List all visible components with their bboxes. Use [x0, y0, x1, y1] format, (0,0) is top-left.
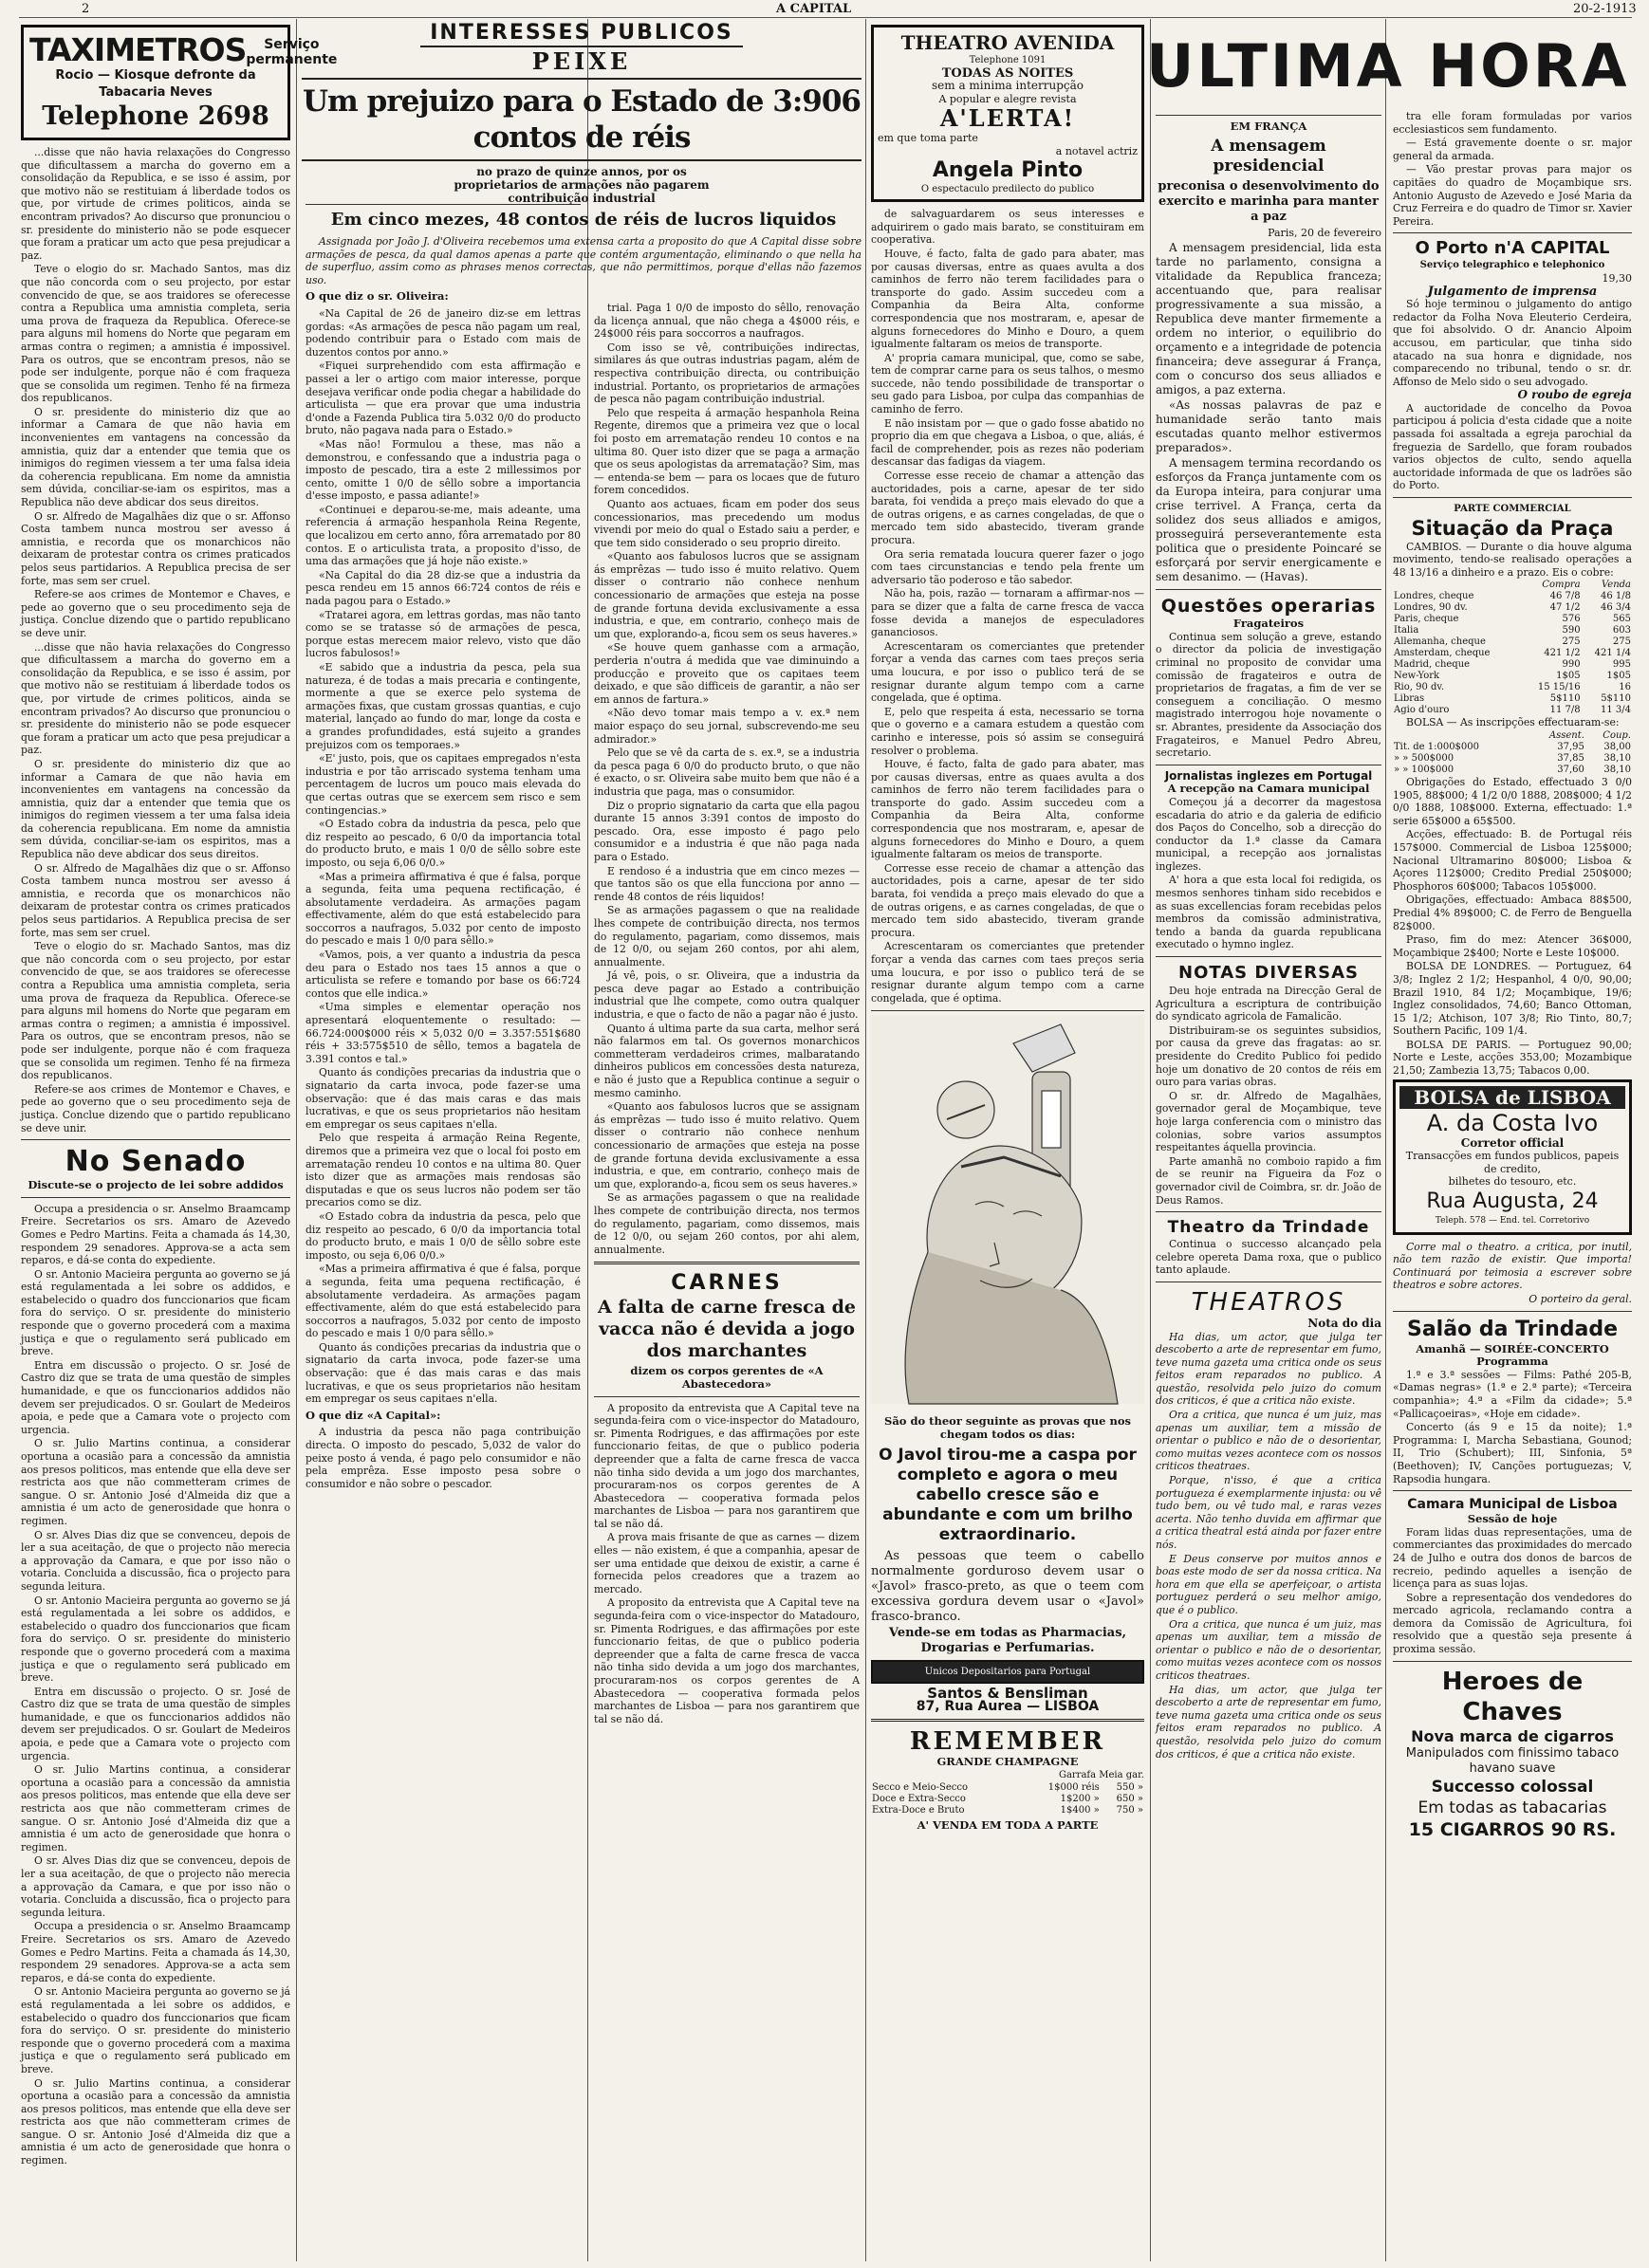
article-paragraph: Pelo que respeita á armação Reina Regente, diremos que a primeira vez que o local foi posto em arrematação rendeu 10 contos e na ultima 80. Quer isto dizer que as armações mais rendosas são disputadas e que os seus lucros não podem ser tão precarios como se diz. — [306, 1132, 581, 1209]
carnes-subheadline: dizem os corpos gerentes de «A Abastecedora» — [630, 1364, 824, 1391]
article-paragraph: «Se houve quem ganhasse com a armação, perderia n'outra á medida que vae diminuindo a producção e proveito que os capitaes teem deixado, e que são difficeis de garantir, a não ser em annos de fartura.» — [594, 641, 860, 706]
column-4 — [588, 23, 862, 2261]
second-headline: Em cinco mezes, 48 contos de réis de lucros liquidos — [330, 210, 837, 230]
table-cell: 650 » — [1116, 1793, 1143, 1804]
column-1 — [21, 23, 338, 2261]
table-cell: Agio d'ouro — [1394, 705, 1450, 716]
exchange-rate-row — [1393, 693, 1632, 705]
porto-subhead: Julgamento de imprensa — [1427, 284, 1598, 299]
table-cell: 5$110 — [1549, 693, 1581, 705]
heroes-price: 15 CIGARROS 90 RS. — [1408, 1818, 1617, 1840]
table-cell: 275 — [1612, 636, 1631, 648]
javol-sale: Vende-se em todas as Pharmacias, Drogarias e Perfumarias. — [888, 1625, 1127, 1655]
table-header-cell — [1393, 730, 1528, 742]
article-paragraph: O sr. Julio Martins continua, a considerar oportuna a ocasião para a concessão da amnistia aos presos politicos, mas entende que ella deve ser restricta aos que não commetteram crimes de sangue. O sr. Antonio José d'Almeida diz que a amnistia é um acto de generosidade que honra o regimen. — [21, 1763, 290, 1853]
page-number: 2 — [82, 2, 90, 16]
article-paragraph: Houve, é facto, falta de gado para abater, mas por causas diversas, entre as quaes avulta a dos caminhos de ferro não terem facilidades para o transporte do gado. Assim succedeu com a Companhia da Beira Alta, conforme correspondencia que nos mostraram, e, apesar de alguns fornecedores do Minho e Douro, a quem igualmente faltaram os meios de transporte. — [871, 247, 1144, 351]
table-cell: 11 3/4 — [1601, 705, 1631, 716]
article-paragraph: Começou já a decorrer da magestosa escadaria do atrio e da galeria de edificio dos Paços do Concelho, sob a direcção do conductor da 1.ª classe da Camara municipal, a recepção aos jornalistas inglezes. — [1156, 795, 1381, 873]
table-cell: 16 — [1619, 682, 1631, 693]
bolsa-ad-line: bilhetes do tesouro, etc. — [1448, 1175, 1577, 1189]
questoes-title: Questões operarias — [1160, 596, 1377, 618]
table-cell: 46 7/8 — [1549, 591, 1581, 602]
notas-title: NOTAS DIVERSAS — [1178, 963, 1359, 984]
article-paragraph: Não ha, pois, razão — tornaram a affirmar-nos — para se dizer que a falta de carne fresca de vacca fosse devida a manejos de especuladores gananciosos. — [871, 587, 1144, 639]
exchange-rate-row — [1393, 636, 1632, 648]
masthead-ultima-hora: ULTIMA HORA — [1146, 31, 1630, 101]
article-paragraph: Corre mal o theatro. a critica, por inutil, não tem razão de existir. Que importa! Continuará por teimosia a escrever sobre theatros e sobre actores. — [1393, 1240, 1632, 1292]
table-cell: Londres, 90 dv. — [1394, 602, 1468, 614]
article-paragraph: Occupa a presidencia o sr. Anselmo Braamcamp Freire. Secretarios os srs. Amaro de Azevedo Gomes e Pedro Martins. Feita a chamada ás 14,30, respondem 29 senadores. Approva-se a acta sem reparos, e dá-se conta do expediente. — [21, 1202, 290, 1267]
column-4-content — [871, 23, 1144, 2261]
article-paragraph: Quanto ás condições precarias da industria que o signatario da carta invoca, pode fazer-se uma observação: que é das mais caras e das mais lucrativas, e que os seus proprietarios não hesitam em empregar os seus capitaes n'ella. — [306, 1340, 581, 1406]
article-paragraph: E rendoso é a industria que em cinco mezes — que tantos são os que ella funcciona por anno — rende 48 contos de réis liquidos! — [594, 864, 860, 903]
commercial-label: PARTE COMMERCIAL — [1454, 504, 1571, 515]
heroes-line: Em todas as tabacarias — [1417, 1798, 1607, 1817]
table-cell: » » 100$000 — [1394, 765, 1454, 775]
article-paragraph: Obrigações do Estado, effectuado 3 0/0 1905, 88$000; 4 1/2 0/0 1888, 208$000; 4 1/2 0/0 1888, 108$000. Externa, effectuado: 1.ª serie 65$000 a 65$500. — [1393, 776, 1632, 827]
article-paragraph: E não insistam por — que o gado fosse abatido no proprio dia em que chegava a Lisboa, o que, aliás, é facil de comprehender, pois as rezes não poderiam descansar das fadigas da viagem. — [871, 416, 1144, 469]
article-paragraph: Entra em discussão o projecto. O sr. José de Castro diz que se trata de uma questão de simples humanidade, e que os funccionarios addidos não devem ser prejudicados. O sr. Goulart de Medeiros apoia, e pede que a Camara vote o projecto com urgencia. — [21, 1358, 290, 1436]
article-paragraph: «O Estado cobra da industria da pesca, pelo que diz respeito ao pescado, 6 0/0 da importancia total do producto bruto, e mais 1 0/0 de sêllo sobre este imposto, ou seja 6,06 0/0.» — [306, 1209, 581, 1262]
depot-address: 87, Rua Aurea — LISBOA — [916, 1698, 1100, 1714]
table-cell: 995 — [1612, 659, 1631, 671]
article-paragraph: Continua sem solução a greve, estando o director da policia de investigação criminal no proposito de convidar uma comissão de fragateiros e outra de proprietarios de fragatas, a fim de ver se conseguem a conciliação. O mesmo magistrado interrogou hoje novamente o sr. Abrantes, presidente da Associação dos Fragateiros, e Manuel Pedro Abreu, secretario. — [1156, 630, 1381, 760]
theatro-phone: Telephone 1091 — [969, 55, 1047, 65]
theatro-avenida-ad — [871, 25, 1144, 202]
illustration-caption: São do theor seguinte as provas que nos chegam todos os dias: — [884, 1414, 1131, 1441]
table-cell: 1$200 » — [1060, 1793, 1100, 1804]
table-header-row — [1393, 730, 1632, 742]
article-paragraph: de salvaguardarem os seus interesses e adquirirem o gado mais barato, se constituiram em cooperativa. — [871, 208, 1144, 247]
article-paragraph: Corresse esse receio de chamar a attenção das auctoridades, pois a carne, apesar de ter sido barata, foi vendida a preço mais elevado do que a de outras origens, e as carnes congeladas, de que o mercado tem sido abastecido, tiveram grande procura. — [871, 861, 1144, 939]
article-paragraph: Acções, effectuado: B. de Portugal réis 157$000. Commercial de Lisboa 125$000; Nacional Ultramarino 80$000; Lisboa & Açores 112$000; Credito Predial 250$000; Phosphoros 60$000; Tabacos 105$000. — [1393, 828, 1632, 893]
table-cell: 38,10 — [1603, 753, 1631, 764]
article-paragraph: Teve o elogio do sr. Machado Santos, mas diz que não concorda com o seu projecto, por estar convencido de que, se aos traidores se oferecesse contra a Republica uma amnistia completa, seria uma prova de fraqueza da Republica. Oferece-se para alguns mil homens do Norte que pegaram em armas contra o regimen; a amnistia é impossivel. Para os outros, que se encontram presos, não se pode ser indulgente, porque não é com fraqueza que se consolida um regimen. Tenho fé na firmeza dos republicanos. — [21, 940, 290, 1082]
article-paragraph: A industria da pesca não paga contribuição directa. O imposto do pescado, 5,032 de valor do peixe posto á venda, é pago pelo consumidor e não pela emprêza. Esse imposto pesa sobre o consumidor e não sobre o pescador. — [306, 1426, 581, 1490]
article-paragraph: Acrescentaram os comerciantes que pretender forçar a venda das carnes com taes preços seria uma loucura, e por isso o publico terá de se resignar durante algum tempo com a carne congelada, que é optima. — [871, 940, 1144, 1005]
bolsa-ad-title: BOLSA de LISBOA — [1399, 1086, 1625, 1109]
article-paragraph: A proposito da entrevista que A Capital teve na segunda-feira com o vice-inspector do Matadouro, sr. Pimenta Rodrigues, e das affirmações por este funccionario feitas, de que o publico poderia depreender que a falta de carne fresca de vacca não tinha sido devida a um jogo dos marchantes, procuraram-nos os corpos gerentes de A Abastecedora — cooperativa formada pelos marchantes de Lisboa — para nos garantirem que tal se não dá. — [594, 1401, 860, 1530]
main-subheadline: no prazo de quinze annos, por os proprietarios de armações não pagarem contribuição industrial — [454, 165, 710, 205]
article-paragraph: «Não devo tomar mais tempo a v. ex.ª nem maior espaço do seu jornal, subscrevendo-me seu admirador.» — [594, 707, 860, 746]
camara-title: Camara Municipal de Lisboa — [1407, 1497, 1618, 1513]
article-paragraph: Só hoje terminou o julgamento do antigo redactor da Folha Nova Eleuterio Cerdeira, que foi absolvido. O dr. Anancio Alpoim accusou, em particular, que tinha sido atacado na sua honra e dignidade, nos comparecendo no tribunal, tendo o sr. dr. Affonso de Melo sido o seu advogado. — [1393, 298, 1632, 388]
theatro-show: A'LERTA! — [939, 104, 1076, 133]
theatro-line: sem a minima interrupção — [931, 79, 1084, 93]
article-paragraph: Houve, é facto, falta de gado para abater, mas por causas diversas, entre as quaes avulta a dos caminhos de ferro não terem facilidades para o transporte do gado. Assim succedeu com a Companhia da Beira Alta, conforme correspondencia que nos mostraram, e, apesar de alguns fornecedores do Minho e Douro, a quem igualmente faltaram os meios de transporte. — [871, 758, 1144, 861]
remember-prices — [871, 1782, 1144, 1816]
article-paragraph: Pelo que se vê da carta de s. ex.ª, se a industria da pesca paga 6 0/0 do producto bruto, o que não é exacto, o sr. Oliveira sabe muito bem que não é a industria que paga, mas o consumidor. — [594, 747, 860, 798]
salao-programme: Programma — [1476, 1355, 1548, 1369]
article-paragraph: ...disse que não havia relaxações do Congresso que dificultassem a marcha do governo em a consolidação da Republica, e se isso é assim, por que motivo não se restituiam á liberdade todos os que, por virtude de crimes politicos, ainda se encontram privados? Ao discurso que pronunciou o sr. presidente do ministerio não se pode esquecer que foram a praticar um acto que pesa prejudicar a paz. — [21, 640, 290, 757]
table-cell: 46 3/4 — [1601, 602, 1631, 614]
table-cell: 38,10 — [1603, 765, 1631, 775]
article-paragraph: Sobre a representação dos vendedores do mercado agricola, reclamando contra a demora da Comissão de Agricultura, foi resolvido que a questão seja presente á proxima sessão. — [1393, 1591, 1632, 1656]
theatro-line: TODAS AS NOITES — [941, 65, 1074, 81]
article-paragraph: O sr. Julio Martins continua, a considerar oportuna a ocasião para a concessão da amnistia aos presos politicos, mas entende que ella deve ser restricta aos que não commetteram crimes de sangue. O sr. Antonio José d'Almeida diz que a amnistia é um acto de generosidade que honra o regimen. — [21, 2076, 290, 2167]
article-paragraph: O sr. Antonio Macieira pergunta ao governo se já está regulamentada a lei sobre os addidos, e estabelecido o quadro dos funccionarios que ficam fora do serviço. O sr. presidente do ministerio responde que o governo procederá com a maxima justiça e que o regulamento será publicado em breve. — [21, 1267, 290, 1358]
article-paragraph: «Mas a primeira affirmativa é que é falsa, porque a segunda, feita uma pequena rectificação, é absolutamente verdadeira. As armações pagam effectivamente, além do que está estabelecido para soccorros a naufragos, 5.032 por cento de imposto do pescado e mais 1 0/0 para sêllo.» — [306, 1263, 581, 1340]
article-paragraph: Ora seria rematada loucura querer fazer o jogo com taes circunstancias e tendo pela frente um adversario tão poderoso e tão sabedor. — [871, 547, 1144, 586]
bolsa-table — [1393, 730, 1632, 776]
article-paragraph: CAMBIOS. — Durante o dia houve alguma movimento, tendo-se realisado operações a 48 13/16 a dinheiro e a prazo. Eis o cobre: — [1393, 540, 1632, 579]
article-paragraph: «Na Capital de 26 de janeiro diz-se em lettras gordas: «As armações de pesca não pagam um real, podendo contribuir para o Estado com mais de duzentos contos por anno.» — [306, 306, 581, 359]
article-paragraph: trial. Paga 1 0/0 de imposto do sêllo, renovação da licença annual, que não chega a 4$000 réis, e 24$000 réis para soccorros a naufragos. — [594, 302, 860, 341]
praca-title: Situação da Praça — [1411, 516, 1614, 540]
article-paragraph: A proposito da entrevista que A Capital teve na segunda-feira com o vice-inspector do Matadouro, sr. Pimenta Rodrigues, e das affirmações por este funccionario feitas, de que o publico poderia depreender que a falta de carne fresca de vacca não tinha sido devida a um jogo dos marchantes, procuraram-nos os corpos gerentes de A Abastecedora — cooperativa formada pelos marchantes de Lisboa — para nos garantirem que tal se não dá. — [594, 1596, 860, 1725]
table-cell: » » 500$000 — [1394, 753, 1454, 764]
table-cell: 47 1/2 — [1549, 602, 1581, 614]
javol-body: As pessoas que teem o cabello normalmente gorduroso devem usar o «Javol» frasco-preto, as que o teem com excessiva gordura devem usar o «Javol» frasco-branco. — [871, 1548, 1144, 1624]
article-paragraph: — Vão prestar provas para major os capitães do quadro de Moçambique srs. Antonio Augusto de Azevedo e José Maria da Cruz Ferreira e do quadro de Timor sr. Xavier Pereira. — [1393, 163, 1632, 228]
table-cell: 550 » — [1116, 1781, 1143, 1793]
theatro-name: THEATRO AVENIDA — [900, 31, 1115, 54]
table-header-row — [1393, 580, 1632, 591]
exchange-rate-row — [1393, 602, 1632, 614]
presidential-headline: A mensagem presidencial — [1211, 136, 1326, 175]
article-paragraph: Já vê, pois, o sr. Oliveira, que a industria da pesca deve pagar ao Estado a contribuição industrial que lhe compete, como outra qualquer industria, e que o facto de não a pagar não é justo. — [594, 969, 860, 1022]
heroes-line: Manipulados com finissimo tabaco havano suave — [1405, 1745, 1620, 1776]
page-date: 20-2-1913 — [1573, 2, 1637, 16]
article-paragraph: A' propria camara municipal, que, como se sabe, tem de comprar carne para os seus talhos, o mesmo succede, não tendo possibilidade de transportar o seu gado para Lisboa, por culpa das companhias de caminho de ferro. — [871, 351, 1144, 416]
theatros-subtitle: Nota do dia — [1307, 1316, 1381, 1330]
table-cell: Secco e Meio-Secco — [872, 1781, 969, 1793]
article-paragraph: Parte amanhã no comboio rapido a fim de se reunir na Figueira da Foz o governador civil de Coimbra, sr. dr. João de Deus Ramos. — [1156, 1154, 1381, 1207]
bolsa-row — [1393, 742, 1632, 753]
top-rule — [19, 17, 1632, 18]
table-cell: 1$05 — [1556, 671, 1581, 682]
article-paragraph: Quanto aos actuaes, ficam em poder dos seus concessionarios, mas precedendo um modus vivendi por meio do qual o Estado saiu a perder, e que tem sido considerado o seu proprio direito. — [594, 497, 860, 549]
salao-subtitle: Amanhã — SOIRÉE-CONCERTO — [1416, 1341, 1609, 1355]
javol-headline: O Javol tirou-me a caspa por completo e agora o meu cabello cresce são e abundante e com um brilho extraordinario. — [879, 1445, 1137, 1544]
exchange-rate-row — [1393, 659, 1632, 671]
bolsa-ad-role: Corretor official — [1460, 1135, 1565, 1150]
column-divider — [1385, 19, 1386, 2261]
carnes-title: CARNES — [671, 1271, 783, 1296]
article-paragraph: Teve o elogio do sr. Machado Santos, mas diz que não concorda com o seu projecto, por estar convencido de que, se aos traidores se oferecesse contra a Republica uma amnistia completa, seria uma prova de fraqueza da Republica. Oferece-se para alguns mil homens do Norte que pegaram em armas contra o regimen; a amnistia é impossivel. Para os outros, que se encontram presos, não se pode ser indulgente, porque não é com fraqueza que se consolida um regimen. Tenho fé na firmeza dos republicanos. — [21, 263, 290, 405]
table-cell: Italia — [1394, 625, 1419, 636]
remember-title: REMEMBER — [909, 1727, 1106, 1757]
article-paragraph: «Fiquei surprehendido com esta affirmação e passei a ler o artigo com maior interesse, porque desejava verificar onde podia chegar a habilidade do articulista — que era provar que uma industria d'onde a Fazenda Publica tira 5.032 0/0 do producto bruto, não pagava nada para o Estado.» — [306, 360, 581, 437]
article-paragraph: Entra em discussão o projecto. O sr. José de Castro diz que se trata de uma questão de simples humanidade, e que os funccionarios addidos não devem ser prejudicados. O sr. Goulart de Medeiros apoia, e pede que a Camara vote o projecto com urgencia. — [21, 1685, 290, 1762]
table-cell: 15 15/16 — [1537, 682, 1581, 693]
article-paragraph: O sr. Julio Martins continua, a considerar oportuna a ocasião para a concessão da amnistia aos presos politicos, mas entende que ella deve ser restricta aos que não commetteram crimes de sangue. O sr. Antonio José d'Almeida diz que a amnistia é um acto de generosidade que honra o regimen. — [21, 1437, 290, 1527]
table-cell: Madrid, cheque — [1394, 659, 1471, 671]
article-paragraph: O sr. Antonio Macieira pergunta ao governo se já está regulamentada a lei sobre os addidos, e estabelecido o quadro dos funccionarios que ficam fora do serviço. O sr. presidente do ministerio responde que o governo procederá com a maxima justiça e que o regulamento será publicado em breve. — [21, 1985, 290, 2075]
table-cell: Libras — [1394, 693, 1425, 705]
presidential-subheadline: preconisa o desenvolvimento do exercito e marinha para manter a paz — [1158, 178, 1380, 224]
article-paragraph: E Deus conserve por muitos annos e boas este modo de ser da nossa critica. Na hora em que ella se aperfeiçoar, o artista portuguez perderá o seu melhor amigo, que é o publico. — [1156, 1552, 1381, 1616]
article-paragraph: Concerto (ás 9 e 15 da noite); 1.ª Programma: I, Marcha Sebastiana, Gounod; II, Trio (Schubert); III, Sinfonia, 5ª (Beethoven); IV, Canções portuguezas; V, Rapsodia hungara. — [1393, 1421, 1632, 1485]
theatros-title: THEATROS — [1191, 1287, 1346, 1317]
table-cell: 46 1/8 — [1601, 591, 1631, 602]
table-cell: 37,95 — [1557, 742, 1584, 752]
article-paragraph: O sr. dr. Alfredo de Magalhães, governador geral de Moçambique, teve hoje larga conferencia com o ministro das colonias, sobre varios assumptos respeitantes áquella provincia. — [1156, 1089, 1381, 1154]
carnes-headline: A falta de carne fresca de vacca não é devida a jogo dos marchantes — [598, 1297, 856, 1362]
article-paragraph: «Tratarei agora, em lettras gordas, mas não tanto como se se tratasse só de armações de pesca, porque estas merecem maior relevo, visto que dão lucros fabulosos!» — [306, 608, 581, 660]
theatro-line: A popular e alegre revista — [938, 92, 1077, 105]
exchange-rate-row — [1393, 671, 1632, 682]
article-paragraph: «Na Capital do dia 28 diz-se que a industria da pesca rendeu em 15 annos 66:724 contos de réis e nada pagou para o Estado.» — [306, 568, 581, 608]
article-paragraph: Foram lidas duas representações, uma de commerciantes das proximidades do mercado 24 de Julho e outra dos donos de barcos de recreio, pedindo aquelles a isenção de licença para as suas lojas. — [1393, 1525, 1632, 1591]
article-paragraph: O sr. Alves Dias diz que se convenceu, depois de ler a sua aceitação, de que o projecto não merecia a approvação da Camara, e que por isso não o votaria. Concluida a discussão, fica o projecto para segunda leitura. — [21, 1528, 290, 1593]
article-paragraph: Deu hoje entrada na Direcção Geral de Agricultura a escriptura de contribuição do syndicato agricola de Famalicão. — [1156, 985, 1381, 1023]
table-cell: New-York — [1394, 671, 1440, 682]
javol-ad — [871, 1010, 1144, 1410]
article-paragraph: Pelo que respeita á armação hespanhola Reina Regente, diremos que a primeira vez que o local foi posto em arrematação rendeu 10 contos e na ultima 80. Quer isto dizer que se paga a armação que os seus apologistas da arrematação? Sim, mas — entenda-se bem — para os locaes que de futuro forem concedidos. — [594, 406, 860, 497]
exchange-rates-table — [1393, 580, 1632, 716]
exchange-rate-row — [1393, 705, 1632, 716]
table-cell: 590 — [1562, 625, 1581, 636]
table-cell: 275 — [1562, 636, 1581, 648]
barber-illustration — [871, 1015, 1144, 1404]
article-paragraph: A mensagem presidencial, lida esta tarde no parlamento, consigna a vitalidade da Republica franceza; accentuando que, para realisar progressivamente a sua missão, a Republica deve manter firmemente a ordem no interior, o equilibrio do orçamento e a integridade de potencia financeira; deve assegurar á França, com o concurso dos seus alliados e amigos, a paz externa. — [1156, 241, 1381, 397]
article-paragraph: «E' justo, pois, que os capitaes empregados n'esta industria e por tão arriscado systema tenham uma percentagem de lucros um pouco mais elevada do que certas outras que se exercem sem risco e sem contingencias.» — [306, 752, 581, 817]
table-cell: Rio, 90 dv. — [1394, 682, 1445, 693]
table-header-cell: Compra — [1542, 580, 1581, 591]
remember-header: Garrafa Meia gar. — [1058, 1769, 1144, 1780]
jornalistas-subtitle: A recepção na Camara municipal — [1167, 782, 1370, 796]
article-paragraph: Ora a critica, que nunca é um juiz, mas apenas um auxiliar, tem a missão de orientar o publico e não de o desorientar, como muitas vezes acontece com os nossos criticos theatraes. — [1156, 1409, 1381, 1473]
taximetros-location: Rocio — Kiosque defronte da Tabacaria Neves — [55, 68, 256, 100]
exchange-rate-row — [1393, 614, 1632, 625]
taximetros-ad — [21, 25, 338, 140]
depot-line: Unicos Depositarios para Portugal — [924, 1666, 1091, 1677]
article-paragraph: «O Estado cobra da industria da pesca, pelo que diz respeito ao pescado, 6 0/0 da importancia total do producto bruto, e mais 1 0/0 de sêllo sobre este imposto, ou seja 6,06 0/0.» — [306, 818, 581, 869]
table-cell: Doce e Extra-Secco — [872, 1793, 966, 1804]
article-paragraph: Se as armações pagassem o que na realidade lhes compete de contribuição directa, nos termos do regulamento, pagariam, como dissemos, mais de 12 0/0, ou sejam 260 contos, por ahi alem, annualmente. — [594, 1191, 860, 1256]
article-paragraph: «Continuei e deparou-se-me, mais adeante, uma referencia á armação hespanhola Reina Regente, que localizou em certo anno, fôra arrematado por 80 contos. E o articulista trata, a proposito d'isso, de uma das armações que já hoje não existe.» — [306, 503, 581, 568]
table-header-cell: Coup. — [1603, 730, 1631, 741]
article-paragraph: O sr. presidente do ministerio diz que ao informar a Camara de que não havia em inconvenientes em vantagens na concessão da amnistia, quiz dar a entender que temia que os inimigos do regimen viessem a ter uma falsa ideia da coherencia republicana. Em nome da amnistia sem dúvida, conciliar-se-iam os espiritos, mas a Republica não deve abdicar dos seus direitos. — [21, 405, 290, 509]
section-title: INTERESSES PUBLICOS — [420, 21, 743, 47]
bolsa-ad-line: Transacções em fundos publicos, papeis de credito, — [1405, 1150, 1620, 1175]
table-cell: Londres, cheque — [1394, 591, 1474, 602]
article-paragraph: E, pelo que respeita á esta, necessario se torna que o governo e a camara estudem a questão com carinho e interesse, pois só assim se conseguirá resolver o problema. — [871, 705, 1144, 757]
article-paragraph: Quanto á ultima parte da sua carta, melhor será não falarmos em tal. Os governos monarchicos commetteram verdadeiros crimes, malbaratando dinheiros publicos em concessões desta natureza, e não é justo que a Republica continue a seguir o mesmo caminho. — [594, 1022, 860, 1099]
depot-box — [871, 1660, 1144, 1685]
table-header-cell: Venda — [1601, 580, 1631, 591]
heroes-title: Heroes de Chaves — [1441, 1667, 1584, 1726]
table-header-cell — [1393, 580, 1523, 591]
table-cell: 1$05 — [1606, 671, 1631, 682]
bolsa-row — [1393, 765, 1632, 776]
article-paragraph: Ora a critica, que nunca é um juiz, mas apenas um auxiliar, tem a missão de orientar o publico e não de o desorientar, como muitas vezes acontece com os nossos criticos theatraes. — [1156, 1617, 1381, 1682]
heroes-ad — [1393, 1667, 1632, 1841]
heroes-line: Successo colossal — [1431, 1777, 1594, 1797]
article-paragraph: Diz o proprio signatario da carta que ella pagou durante 15 annos 3:391 contos de imposto do pescado. Ora, esse imposto é pago pelo consumidor e a industria é que não paga nada para o Estado. — [594, 799, 860, 863]
table-cell: 603 — [1612, 625, 1631, 636]
article-paragraph: O sr. Alfredo de Magalhães diz que o sr. Affonso Costa tambem nunca mostrou ser avesso á amnistia, e recorda que os monarchicos não deixaram de protestar contra os crimes praticados pelos seus partidarios. A Republica precisa de ser forte, mas sem ser cruel. — [21, 861, 290, 939]
salao-title: Salão da Trindade — [1406, 1317, 1618, 1341]
article-paragraph: Refere-se aos crimes de Montemor e Chaves, e pede ao governo que o seu procedimento seja de justiça. Conclue dizendo que o partido republicano se deve unir. — [21, 588, 290, 639]
article-paragraph: BOLSA — As inscripções effectuaram-se: — [1406, 716, 1620, 729]
theatro-actress: Angela Pinto — [932, 157, 1084, 182]
exchange-rate-row — [1393, 648, 1632, 659]
bolsa-lisboa-ad — [1393, 1079, 1632, 1235]
table-cell: 37,85 — [1557, 753, 1584, 764]
no-senado-subtitle: Discute-se o projecto de lei sobre addidos — [28, 1178, 284, 1192]
article-paragraph: Refere-se aos crimes de Montemor e Chaves, e pede ao governo que o seu procedimento seja de justiça. Conclue dizendo que o partido republicano se deve unir. — [21, 1082, 290, 1134]
article-paragraph: A mensagem termina recordando os esforços da França juntamente com os da Europa inteira, para conjurar uma crise terrivel. A França, certa da solidez dos seus alliados e amigos, prosseguirá perseverantemente esta politica que o presidente Poincaré se esforçará por servir energicamente e sem desanimo. — (Havas). — [1156, 456, 1381, 584]
table-cell: 11 7/8 — [1549, 705, 1581, 716]
taximetros-title: TAXIMETROS — [29, 31, 247, 68]
table-cell: 565 — [1612, 614, 1631, 625]
jornalistas-title: Jornalistas inglezes em Portugal — [1164, 768, 1373, 783]
article-paragraph: A prova mais frisante de que as carnes — dizem elles — não existem, é que a companhia, apesar de ser uma entidade que deixou de existir, a carne é fornecida pelos creadores que a trazem ao mercado. — [594, 1531, 860, 1595]
article-paragraph: Acrescentaram os comerciantes que pretender forçar a venda das carnes com taes preços seria uma loucura, e por isso o publico terá de se resignar durante algum tempo com a carne congelada, que é optima. — [871, 639, 1144, 705]
depot-name: Santos & Bensliman — [927, 1685, 1088, 1703]
article-paragraph: Continua o successo alcançado pela celebre opereta Dama roxa, que o publico tanto aplaude. — [1156, 1238, 1381, 1277]
bolsa-row — [1393, 753, 1632, 765]
paper-name: A CAPITAL — [776, 2, 852, 16]
exchange-rate-row — [1393, 625, 1632, 636]
article-paragraph: «Uma simples e elementar operação nos apresentará eloquentemente o resultado: — 66.724:000$000 réis × 5,032 0/0 = 3.357:551$680 réis + 33:575$510 de sêllo, temos a bagatela de 3.391 contos e tal.» — [306, 1001, 581, 1065]
subhead: O que diz o sr. Oliveira: — [306, 289, 449, 304]
table-header-cell: Assent. — [1548, 730, 1584, 741]
article-paragraph: BOLSA DE LONDRES. — Portuguez, 64 3/8; Inglez 2 1/2; Hespanhol, 4 0/0, 90,00; Brazil 1910, 84 1/2; Moçambique, 19/6; Inglez consolidados, 74,60; Banco Ottoman, 15 1/2; Atchison, 107 3/8; Rio Tinto, 80,7; Southern Pacific, 109 1/4. — [1393, 960, 1632, 1038]
table-cell: Amsterdam, cheque — [1394, 648, 1491, 659]
table-cell: 421 1/4 — [1594, 648, 1631, 659]
table-cell: 37,60 — [1557, 765, 1584, 775]
article-paragraph: Quanto ás condições precarias da industria que o signatario da carta invoca, pode fazer-se uma observação: que é das mais caras e das mais lucrativas, e que os seus proprietarios não hesitam em empregar os seus capitaes n'ella. — [306, 1066, 581, 1131]
porto-subhead: O roubo de egreja — [1517, 388, 1632, 402]
remember-subtitle: GRANDE CHAMPAGNE — [936, 1755, 1079, 1769]
exchange-rate-row — [1393, 591, 1632, 602]
article-paragraph: Porque, n'isso, é que a critica portugueza é exemplarmente injusta: ou vê tudo bem, ou vê tudo mal, e raras vezes acerta. Não tenho duvida em affirmar que a critica theatral está ainda por fazer entre nós. — [1156, 1474, 1381, 1551]
price-row — [871, 1782, 1144, 1794]
no-senado-title: No Senado — [65, 1145, 247, 1179]
porto-title: O Porto n'A CAPITAL — [1415, 238, 1610, 259]
theatro-line: a notavel actriz — [1055, 144, 1138, 157]
table-cell: 38,00 — [1603, 742, 1631, 752]
exchange-rate-row — [1393, 682, 1632, 693]
article-paragraph: — Está gravemente doente o sr. major general da armada. — [1393, 137, 1632, 162]
section-label: EM FRANÇA — [1230, 120, 1307, 133]
table-cell: 5$110 — [1601, 693, 1631, 705]
theatro-line: O espectaculo predilecto do publico — [920, 183, 1095, 194]
article-paragraph: Praso, fim do mez: Atencer 36$000, Moçambique 2$400; Norte e Leste 10$000. — [1393, 933, 1632, 959]
bolsa-ad-address: Rua Augusta, 24 — [1426, 1189, 1599, 1214]
table-cell: 421 1/2 — [1544, 648, 1581, 659]
article-paragraph: O sr. presidente do ministerio diz que ao informar a Camara de que não havia em inconvenientes em vantagens na concessão da amnistia, quiz dar a entender que temia que os inimigos do regimen viessem a ter uma falsa ideia da coherencia republicana. Em nome da amnistia sem dúvida, conciliar-se-iam os espiritos, mas a Republica não deve abdicar dos seus direitos. — [21, 757, 290, 861]
taximetros-subtitle: Serviço — [264, 37, 320, 52]
article-paragraph: Corresse esse receio de chamar a attenção das auctoridades, pois a carne, apesar de ter sido barata, foi vendida a preço mais elevado do que a de outras origens, e as carnes congeladas, de que o mercado tem sido abastecido, tiveram grande procura. — [871, 470, 1144, 546]
porto-time: 19,30 — [1602, 271, 1632, 285]
article-paragraph: 1.ª e 3.ª sessões — Films: Pathé 205-B, «Damas negras» (1.ª e 2.ª parte); «Terceira companhia»; 4.ª a «Film da cidade»; 5.ª «Pallicaçoeiras», «Hoje em cidade». — [1393, 1368, 1632, 1420]
signature: O porteiro da geral. — [1529, 1293, 1632, 1305]
camara-subtitle: Sessão de hoje — [1467, 1512, 1558, 1526]
price-row — [871, 1805, 1144, 1816]
theatro-line: em que toma parte — [878, 132, 978, 145]
table-cell: 576 — [1562, 614, 1581, 625]
column-divider — [865, 19, 866, 2261]
main-headline: Um prejuizo para o Estado de 3:906 contos de réis — [302, 78, 862, 161]
bolsa-ad-name: A. da Costa Ivo — [1426, 1109, 1599, 1136]
article-paragraph: A' hora a que esta local foi redigida, os mesmos senhores tinham sido recebidos e as suas excellencias foram recebidas pelos membros da comissão administrativa, tendo a banda da guarda republicana executado o hymno inglez. — [1156, 874, 1381, 951]
intro-paragraph: Assignada por João J. d'Oliveira recebemos uma extensa carta a proposito do que A Capital disse sobre armações de pesca, da qual damos apenas a parte que contém argumentação, eliminando o que nella ha de superfluo, assim como as phrases menos correctas, que não permittimos, porque d'ellas não fazemos uso. — [306, 235, 862, 286]
section-kicker: PEIXE — [531, 47, 632, 75]
article-paragraph: «E sabido que a industria da pesca, pela sua natureza, é de todas a mais precaria e contingente, mormente a que se exerce pelo systema de armações fixas, que custam grossas quantias, e cujo material, lançado ao fundo do mar, longe da costa e a grandes profundidades, está sujeito a grandes prejuizos com os temporaes.» — [306, 661, 581, 751]
article-paragraph: Se as armações pagassem o que na realidade lhes compete de contribuição directa, nos termos do regulamento, pagariam, como dissemos, mais de 12 0/0, ou sejam 260 contos, por ahi alem, annualmente. — [594, 904, 860, 968]
taximetros-phone: Telephone 2698 — [42, 101, 269, 131]
article-paragraph: Obrigações, effectuado: Ambaca 88$500, Predial 4% 89$000; C. de Ferro de Benguella 82$000. — [1393, 894, 1632, 932]
article-paragraph: Occupa a presidencia o sr. Anselmo Braamcamp Freire. Secretarios os srs. Amaro de Azevedo Gomes e Pedro Martins. Feita a chamada ás 14,30, respondem 29 senadores. Approva-se a acta sem reparos, e dá-se conta do expediente. — [21, 1920, 290, 1984]
article-paragraph: «Mas não! Formulou a these, mas não a demonstrou, e confessando que a industria paga o imposto de pescado, tira a este 2 millessimos por cento, omitte 1 0/0 de sêllo sobre a importancia d'esse imposto, e passa adiante!» — [306, 437, 581, 503]
table-cell: 1$400 » — [1060, 1804, 1100, 1816]
article-paragraph: «Mas a primeira affirmativa é que é falsa, porque a segunda, feita uma pequena rectificação, é absolutamente verdadeira. As armações pagam effectivamente, além do que está estabelecido para soccorros a naufragos, 5.032 por cento de imposto do pescado e mais 1 0/0 para sêllo.» — [306, 870, 581, 948]
table-cell: Extra-Doce e Bruto — [872, 1804, 965, 1816]
article-paragraph: O sr. Alves Dias diz que se convenceu, depois de ler a sua aceitação, de que o projecto não merecia a approvação da Camara, e que por isso não o votaria. Concluida a discussão, fica o projecto para segunda leitura. — [21, 1854, 290, 1919]
table-cell: Tit. de 1:000$000 — [1394, 742, 1480, 752]
taximetros-subtitle: permanente — [246, 52, 338, 67]
article-paragraph: «As nossas palavras de paz e humanidade serão tanto mais escutadas quanto melhor estivermos preparados». — [1156, 398, 1381, 455]
article-paragraph: ...disse que não havia relaxações do Congresso que dificultassem a marcha do governo em a consolidação da Republica, e se isso é assim, por que motivo não se restituiam á liberdade todos os que, por virtude de crimes politicos, ainda se encontram privados? Ao discurso que pronunciou o sr. presidente do ministerio não se pode esquecer que foram a praticar um acto que pesa prejudicar a paz. — [21, 146, 290, 262]
column-divider — [296, 19, 297, 2261]
article-paragraph: BOLSA DE PARIS. — Portuguez 90,00; Norte e Leste, acções 353,00; Mozambique 21,50; Zambezia 13,75; Tabacos 0,00. — [1393, 1038, 1632, 1078]
article-paragraph: O sr. Alfredo de Magalhães diz que o sr. Affonso Costa tambem nunca mostrou ser avesso á amnistia, e recorda que os monarchicos não deixaram de protestar contra os crimes praticados pelos seus partidarios. A Republica precisa de ser forte, mas sem ser cruel. — [21, 509, 290, 587]
column-6 — [1393, 23, 1632, 2261]
subhead: O que diz «A Capital»: — [306, 1408, 441, 1422]
article-paragraph: «Quanto aos fabulosos lucros que se assignam ás emprêzas — tudo isso é muito relativo. Quem disser o contrario não conhece nenhum concessionario de armações que esteja na posse de grande fortuna devida exclusivamente a essa industria, e que, em contrario, conheço mais de um que, explorando-a, ficou sem os seus haveres.» — [594, 550, 860, 640]
article-paragraph: O sr. Antonio Macieira pergunta ao governo se já está regulamentada a lei sobre os addidos, e estabelecido o quadro dos funccionarios que ficam fora do serviço. O sr. presidente do ministerio responde que o governo procederá com a maxima justiça e que o regulamento será publicado em breve. — [21, 1594, 290, 1685]
table-cell: 1$000 réis — [1047, 1781, 1100, 1793]
remember-footer: A' VENDA EM TODA A PARTE — [917, 1817, 1099, 1832]
dateline: Paris, 20 de fevereiro — [1268, 226, 1381, 239]
price-row — [871, 1794, 1144, 1805]
questoes-subtitle: Fragateiros — [1232, 617, 1305, 631]
article-paragraph: Com isso se vê, contribuições indirectas, similares ás que outras industrias pagam, além de respectiva contribuição directa, ou contribuição industrial. Portanto, os proprietarios de armações de pesca não pagam contribuição industrial. — [594, 341, 860, 406]
bolsa-ad-phone: Teleph. 578 — End. tel. Corretorivo — [1435, 1216, 1590, 1226]
article-paragraph: tra elle foram formuladas por varios ecclesiasticos sem fundamento. — [1393, 110, 1632, 136]
article-paragraph: Ha dias, um actor, que julga ter descoberto a arte de representar em fumo, teve numa gazeta uma critica onde os seus feitos eram reparados no publico. A questão, resolvida pelo juizo do comum dos criticos, é que a critica não existe. — [1156, 1330, 1381, 1408]
article-paragraph: A auctoridade de concelho da Povoa participou á policia d'esta cidade que a noite passada foi assaltada a egreja parochial da freguezia de Sardello, que foram roubados varios objectos de culto, sendo aquella auctoridade informada de que os ladrões são do Porto. — [1393, 401, 1632, 492]
heroes-subtitle: Nova marca de cigarros — [1411, 1726, 1614, 1745]
article-paragraph: «Quanto aos fabulosos lucros que se assignam ás emprêzas — tudo isso é muito relativo. Quem disser o contrario não conhece nenhum concessionario de armações que esteja na posse de grande fortuna devida exclusivamente a essa industria, e que, em contrario, conheço mais de um que, explorando-a, ficou sem os seus haveres.» — [594, 1100, 860, 1190]
column-divider — [1150, 19, 1151, 2261]
table-cell: Allemanha, cheque — [1394, 636, 1486, 648]
article-paragraph: «Vamos, pois, a ver quanto a industria da pesca deu para o Estado nos taes 15 annos a que o articulista se refere e tomando por base os 66:724 contos que elle indica.» — [306, 949, 581, 1000]
table-cell: 750 » — [1116, 1804, 1143, 1816]
porto-subtitle: Serviço telegraphico e telephonico — [1419, 260, 1605, 271]
table-cell: 990 — [1562, 659, 1581, 671]
article-paragraph: Ha dias, um actor, que julga ter descoberto a arte de representar em fumo, teve numa gazeta uma critica onde os seus feitos eram reparados no publico. A questão, resolvida pelo juizo do comum dos criticos, é que a critica não existe. — [1156, 1683, 1381, 1761]
table-cell: Paris, cheque — [1394, 614, 1459, 625]
trindade-title: Theatro da Trindade — [1167, 1218, 1370, 1238]
article-paragraph: Distribuiram-se os seguintes subsidios, por causa da greve das fragatas: ao sr. presidente do Credito Publico foi pedido hoje um donativo de 20 contos de réis em ouro para varias obras. — [1156, 1023, 1381, 1089]
